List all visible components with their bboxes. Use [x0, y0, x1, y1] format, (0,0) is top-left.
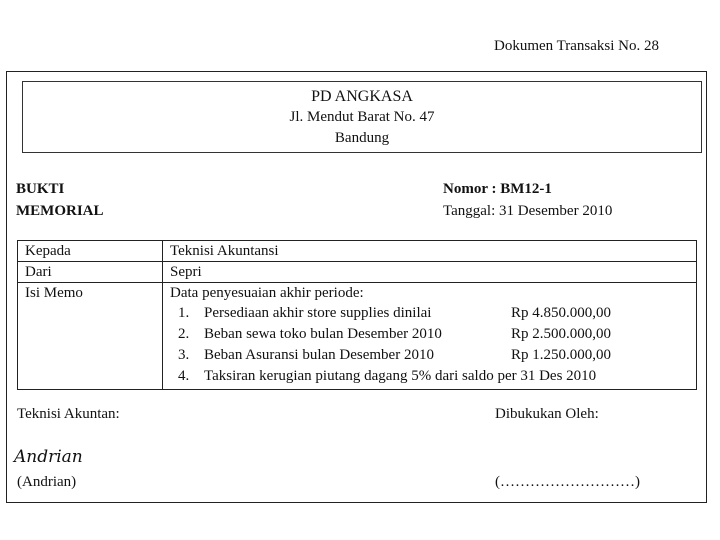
adjustment-list [170, 303, 696, 387]
company-city: Bandung [334, 130, 390, 146]
list-item [170, 345, 696, 366]
accountant-name: (Andrian) [17, 474, 77, 490]
accountant-label: Teknisi Akuntan: [17, 406, 120, 422]
date-line: Tanggal: 31 Desember 2010 [443, 203, 613, 219]
list-item [170, 303, 696, 324]
recorded-by-label: Dibukukan Oleh: [495, 406, 599, 422]
memo-row-from [18, 262, 697, 283]
handwritten-signature: Andrian [14, 447, 83, 467]
title-line-2: MEMORIAL [16, 203, 104, 219]
number-label: Nomor : [443, 181, 497, 197]
number-line [443, 178, 612, 200]
item-number: 2. [178, 326, 190, 342]
from-label: Dari [18, 262, 163, 283]
item-number: 4. [178, 368, 190, 384]
to-value: Teknisi Akuntansi [163, 241, 697, 262]
item-amount: Rp 2.500.000,00 [511, 326, 612, 342]
item-text: Beban sewa toko bulan Desember 2010 [204, 326, 442, 342]
to-label: Kepada [18, 241, 163, 262]
list-item [170, 324, 696, 345]
title-line-1: BUKTI [16, 181, 65, 197]
item-text: Beban Asuransi bulan Desember 2010 [204, 347, 434, 363]
company-header [22, 81, 702, 153]
number-value: BM12-1 [500, 181, 552, 197]
recorded-by-name: (………………………) [495, 474, 640, 490]
memo-row-content [18, 283, 697, 390]
memo-table [17, 240, 697, 390]
content-intro: Data penyesuaian akhir periode: [170, 285, 364, 301]
company-address: Jl. Mendut Barat No. 47 [289, 109, 435, 125]
memo-row-to [18, 241, 697, 262]
document-number: Dokumen Transaksi No. 28 [494, 38, 660, 54]
item-number: 3. [178, 347, 190, 363]
company-name: PD ANGKASA [311, 88, 413, 105]
document-meta [443, 178, 612, 222]
item-number: 1. [178, 305, 190, 321]
content-cell [163, 283, 697, 390]
list-item [170, 366, 696, 387]
content-label: Isi Memo [18, 283, 163, 390]
item-amount: Rp 4.850.000,00 [511, 305, 612, 321]
from-value: Sepri [163, 262, 697, 283]
item-text: Taksiran kerugian piutang dagang 5% dari saldo per 31 Des 2010 [204, 368, 597, 384]
document-title [16, 178, 104, 222]
item-text: Persediaan akhir store supplies dinilai [204, 305, 432, 321]
item-amount: Rp 1.250.000,00 [511, 347, 612, 363]
